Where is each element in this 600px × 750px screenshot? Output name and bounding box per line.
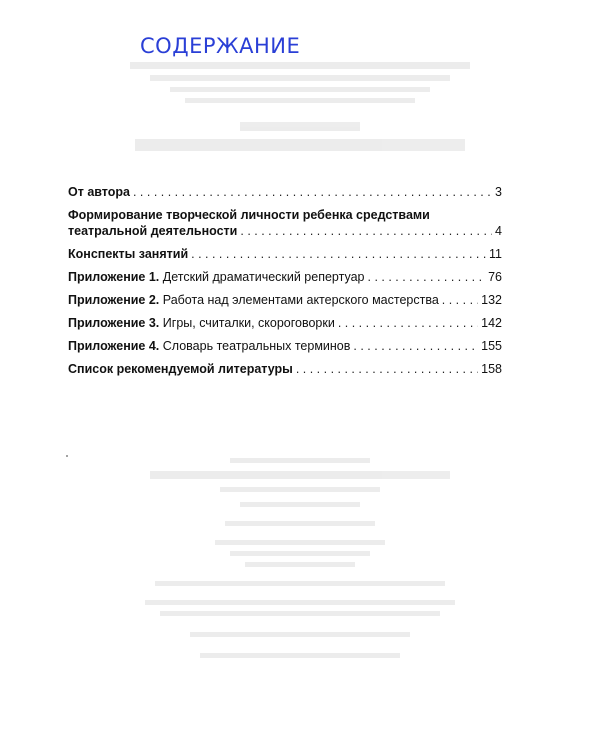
toc-page-number: 3 [495, 185, 502, 199]
toc-entry-bibliography[interactable] [68, 361, 502, 377]
dot-leader [368, 269, 486, 285]
toc-entry-author[interactable] [68, 184, 502, 200]
toc-entry-title-line2: театральной деятельности [68, 224, 238, 238]
bleed-through-imprint [0, 452, 600, 702]
toc-entry-title: Приложение 4. Словарь театральных терминов [68, 339, 351, 353]
toc-page-number: 76 [488, 270, 502, 284]
toc-entry-title: Приложение 2. Работа над элементами актерского мастерства [68, 293, 439, 307]
toc-entry-title: От автора [68, 185, 130, 199]
bleed-through-title [0, 118, 600, 168]
dot-leader [191, 246, 486, 262]
toc-entry-appendix-1[interactable] [68, 269, 502, 285]
toc-page-number: 142 [481, 316, 502, 330]
toc-entry-formation[interactable] [68, 207, 502, 239]
dot-leader [296, 361, 478, 377]
dot-leader [133, 184, 492, 200]
scan-speck [66, 455, 68, 457]
toc-page-number: 132 [481, 293, 502, 307]
toc-page-number: 11 [489, 247, 502, 261]
toc-entry-lesson-plans[interactable] [68, 246, 502, 262]
page-title: СОДЕРЖАНИЕ [140, 34, 301, 58]
toc-entry-title: Конспекты занятий [68, 247, 189, 261]
toc-page-number: 4 [495, 224, 502, 238]
dot-leader [240, 223, 492, 239]
toc-entry-title: Список рекомендуемой литературы [68, 362, 293, 376]
toc-page-number: 158 [481, 362, 502, 376]
dot-leader [353, 338, 478, 354]
toc-entry-title-line1: Формирование творческой личности ребенка средствами [68, 208, 430, 222]
dot-leader [338, 315, 478, 331]
toc-entry-appendix-2[interactable] [68, 292, 502, 308]
toc-page-number: 155 [481, 339, 502, 353]
bleed-through-block-top [0, 58, 600, 128]
dot-leader [442, 292, 478, 308]
toc-entry-appendix-4[interactable] [68, 338, 502, 354]
table-of-contents [68, 184, 502, 384]
toc-entry-title: Приложение 3. Игры, считалки, скороговорки [68, 316, 335, 330]
toc-entry-appendix-3[interactable] [68, 315, 502, 331]
toc-entry-title: Приложение 1. Детский драматический репертуар [68, 270, 365, 284]
